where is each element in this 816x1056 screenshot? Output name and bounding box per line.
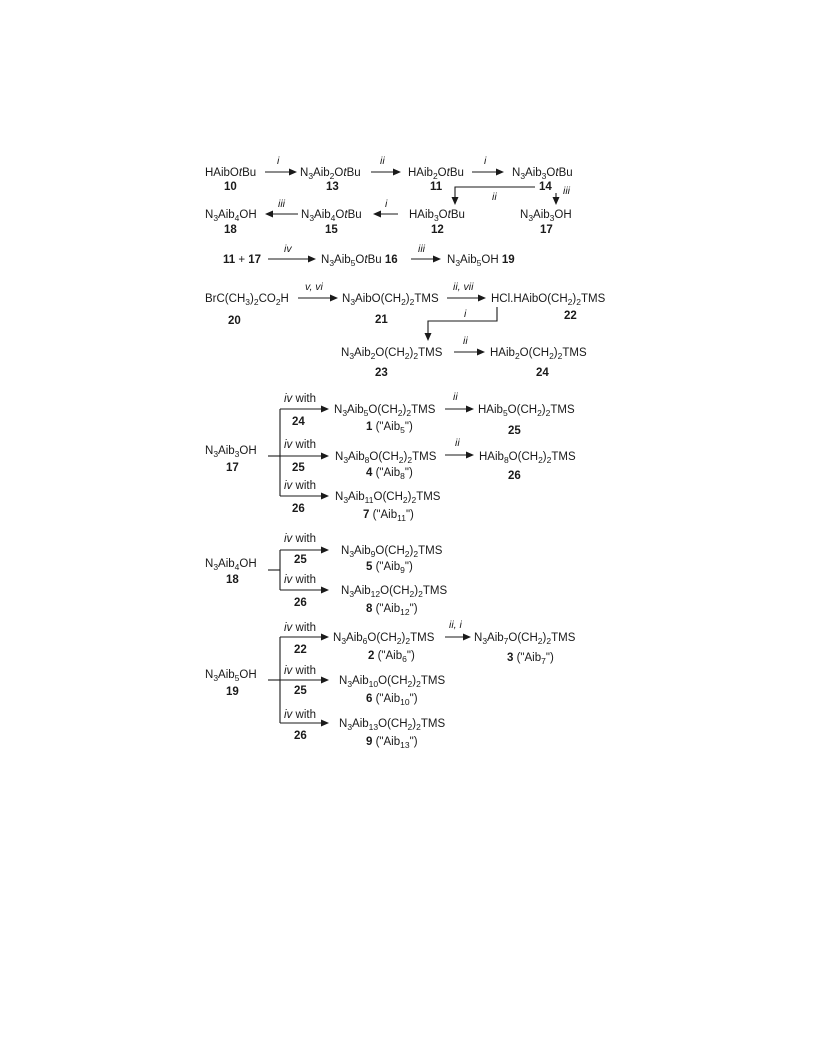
reagent-13-11: ii <box>380 155 385 167</box>
g17-b2-sub: 4 ("Aib8") <box>366 467 413 481</box>
reagent-16: iv <box>284 243 292 255</box>
compound-20: BrC(CH3)2CO2H <box>205 293 289 307</box>
arrow-15-18 <box>265 211 298 218</box>
compound-12: HAib3OtBu <box>409 209 465 223</box>
label-15: 15 <box>325 224 338 236</box>
g18-b2-product: N3Aib12O(CH2)2TMS <box>341 585 448 599</box>
arrow-23-24 <box>454 349 485 356</box>
compound-24: HAib2O(CH2)2TMS <box>490 347 587 361</box>
label-24: 24 <box>536 367 549 379</box>
arrow-13-11 <box>371 169 401 176</box>
g19-b1-sub: 2 ("Aib6") <box>368 650 415 664</box>
reagent-11-14: i <box>484 155 487 167</box>
label-12: 12 <box>431 224 444 236</box>
arrow-21-22 <box>447 295 486 302</box>
g17-b3-num: 26 <box>292 503 305 515</box>
label-22: 22 <box>564 310 577 322</box>
arrow-11-14 <box>472 169 504 176</box>
arrow-20-21 <box>298 295 338 302</box>
g17-b3-product: N3Aib11O(CH2)2TMS <box>335 491 441 505</box>
g18-b1-label: iv with <box>284 533 316 545</box>
compound-23: N3Aib2O(CH2)2TMS <box>341 347 443 361</box>
arrow-14-17 <box>553 193 560 205</box>
g17-b2-reagent: ii <box>455 437 460 449</box>
group17-startnum: 17 <box>226 462 239 474</box>
compound-10: HAibOtBu <box>205 167 257 179</box>
g17-b1-arrow <box>445 406 474 413</box>
reagent-22-23: i <box>464 308 467 320</box>
g18-b1-sub: 5 ("Aib9") <box>366 561 413 575</box>
group19-start: N3Aib5OH <box>205 669 257 683</box>
arrow-to-16 <box>268 256 316 263</box>
label-20: 20 <box>228 315 241 327</box>
group19-startnum: 19 <box>226 686 239 698</box>
g17-b1-next: HAib5O(CH2)2TMS <box>478 404 575 418</box>
g19-b2-product: N3Aib10O(CH2)2TMS <box>339 675 446 689</box>
g19-b2-sub: 6 ("Aib10") <box>366 693 418 707</box>
reagent-20-21: v, vi <box>305 281 323 293</box>
g17-b1-product: N3Aib5O(CH2)2TMS <box>334 404 436 418</box>
label-14: 14 <box>539 181 552 193</box>
g19-b1-label: iv with <box>284 622 316 634</box>
g18-b2-sub: 8 ("Aib12") <box>366 603 418 617</box>
group18-start: N3Aib4OH <box>205 558 257 572</box>
label-21: 21 <box>375 314 388 326</box>
g19-b1-product: N3Aib6O(CH2)2TMS <box>333 632 435 646</box>
reagent-14-12: ii <box>492 191 497 203</box>
compound-14: N3Aib3OtBu <box>512 167 573 181</box>
reagent-23-24: ii <box>463 335 468 347</box>
group18-startnum: 18 <box>226 574 239 586</box>
g17-b3-sub: 7 ("Aib11") <box>363 509 414 523</box>
arrow-10-13 <box>265 169 297 176</box>
g19-b1-arrow <box>445 634 471 641</box>
g17-b2-arrow <box>445 452 474 459</box>
g19-b3-label: iv with <box>284 709 316 721</box>
g19-b3-num: 26 <box>294 730 307 742</box>
g17-b2-label: iv with <box>284 439 316 451</box>
label-11: 11 <box>430 181 443 193</box>
label-10: 10 <box>224 181 237 193</box>
label-13: 13 <box>326 181 339 193</box>
g19-b1-reagent: ii, i <box>449 619 462 631</box>
reactants-11-17: 11 + 17 <box>223 254 262 266</box>
g18-b2-label: iv with <box>284 574 316 586</box>
reagent-21-22: ii, vii <box>453 281 474 293</box>
g19-b3-product: N3Aib13O(CH2)2TMS <box>339 718 446 732</box>
compound-13: N3Aib2OtBu <box>300 167 361 181</box>
compound-18: N3Aib4OH <box>205 209 257 223</box>
reagent-10-13: i <box>277 155 280 167</box>
g19-b1-nextsub: 3 ("Aib7") <box>507 652 554 666</box>
compound-11: HAib2OtBu <box>408 167 464 181</box>
g17-b2-num: 25 <box>292 462 305 474</box>
label-23: 23 <box>375 367 388 379</box>
g17-b1-nextnum: 25 <box>508 425 521 437</box>
label-18: 18 <box>224 224 237 236</box>
compound-16: N3Aib5OtBu 16 <box>321 254 398 268</box>
arrow-16-19 <box>411 256 441 263</box>
compound-21: N3AibO(CH2)2TMS <box>342 293 439 307</box>
g17-b1-sub: 1 ("Aib5") <box>366 421 413 435</box>
g18-b2-num: 26 <box>294 597 307 609</box>
compound-22: HCl.HAibO(CH2)2TMS <box>491 293 606 307</box>
g19-b1-next: N3Aib7O(CH2)2TMS <box>474 632 576 646</box>
reagent-14-17: iii <box>563 185 570 197</box>
g19-b1-num: 22 <box>294 644 307 656</box>
arrow-22-23 <box>425 307 498 341</box>
reagent-15-18: iii <box>278 198 285 210</box>
g17-b1-num: 24 <box>292 416 305 428</box>
g17-b2-nextnum: 26 <box>508 470 521 482</box>
g18-b1-num: 25 <box>294 554 307 566</box>
label-17: 17 <box>540 224 553 236</box>
reagent-12-15: i <box>385 198 388 210</box>
g19-b2-num: 25 <box>294 685 307 697</box>
compound-17: N3Aib3OH <box>520 209 572 223</box>
compound-19: N3Aib5OH 19 <box>447 254 515 268</box>
group17-start: N3Aib3OH <box>205 445 257 459</box>
g17-b2-next: HAib8O(CH2)2TMS <box>479 451 576 465</box>
compound-15: N3Aib4OtBu <box>301 209 362 223</box>
g18-b1-product: N3Aib9O(CH2)2TMS <box>341 545 443 559</box>
g17-b1-reagent: ii <box>453 391 458 403</box>
g17-b2-product: N3Aib8O(CH2)2TMS <box>335 451 437 465</box>
arrow-12-15 <box>373 211 398 218</box>
g19-b3-sub: 9 ("Aib13") <box>366 736 418 750</box>
g19-b2-label: iv with <box>284 665 316 677</box>
reagent-16-19: iii <box>418 243 425 255</box>
g17-b1-label: iv with <box>284 393 316 405</box>
g17-b3-label: iv with <box>284 480 316 492</box>
